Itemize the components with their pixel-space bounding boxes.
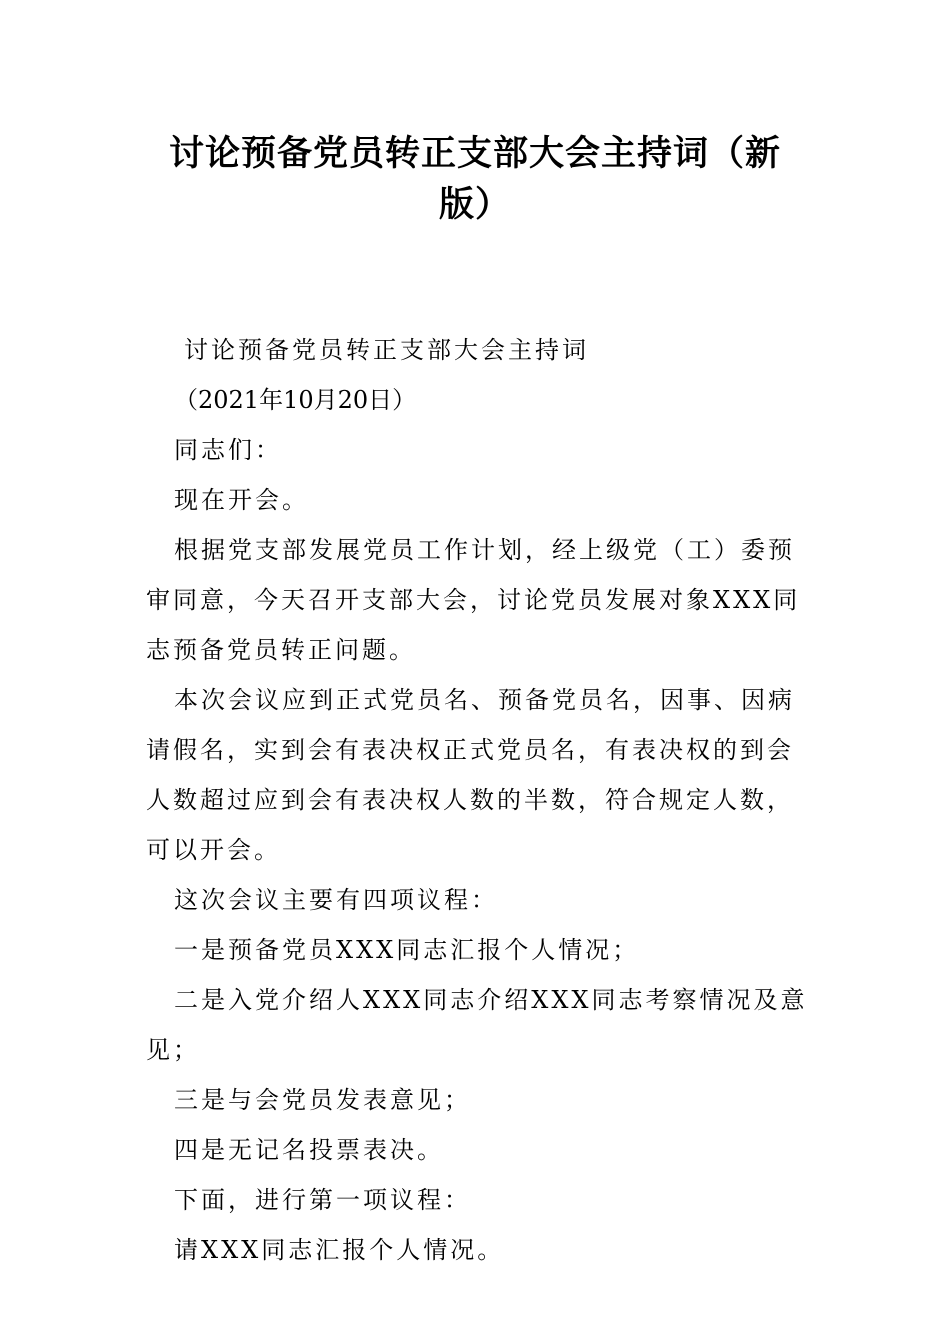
date-paragraph: （2021年10月20日） [174, 386, 417, 414]
subtitle-paragraph: 讨论预备党员转正支部大会主持词 [184, 336, 589, 364]
agenda-item-1: 一是预备党员XXX同志汇报个人情况； [174, 936, 640, 964]
first-item-transition: 下面，进行第一项议程： [174, 1186, 471, 1214]
agenda-item-3: 三是与会党员发表意见； [174, 1086, 471, 1114]
opening-paragraph: 现在开会。 [174, 486, 309, 514]
agenda-item-4: 四是无记名投票表决。 [174, 1136, 444, 1164]
agenda-item-2: 二是入党介绍人XXX同志介绍XXX同志考察情况及意见； [146, 986, 808, 1064]
purpose-paragraph: 根据党支部发展党员工作计划，经上级党（工）委预审同意，今天召开支部大会，讨论党员发展对象XXX同志预备党员转正问题。 [146, 536, 801, 664]
report-request-paragraph: 请XXX同志汇报个人情况。 [174, 1236, 505, 1264]
attendance-paragraph: 本次会议应到正式党员名、预备党员名，因事、因病请假名，实到会有表决权正式党员名，有表决权的到会人数超过应到会有表决权人数的半数，符合规定人数，可以开会。 [146, 686, 795, 864]
document-body [146, 325, 810, 1275]
greeting-paragraph: 同志们： [174, 436, 282, 464]
agenda-intro-paragraph: 这次会议主要有四项议程： [174, 886, 498, 914]
document-title: 讨论预备党员转正支部大会主持词（新版） [168, 133, 781, 225]
